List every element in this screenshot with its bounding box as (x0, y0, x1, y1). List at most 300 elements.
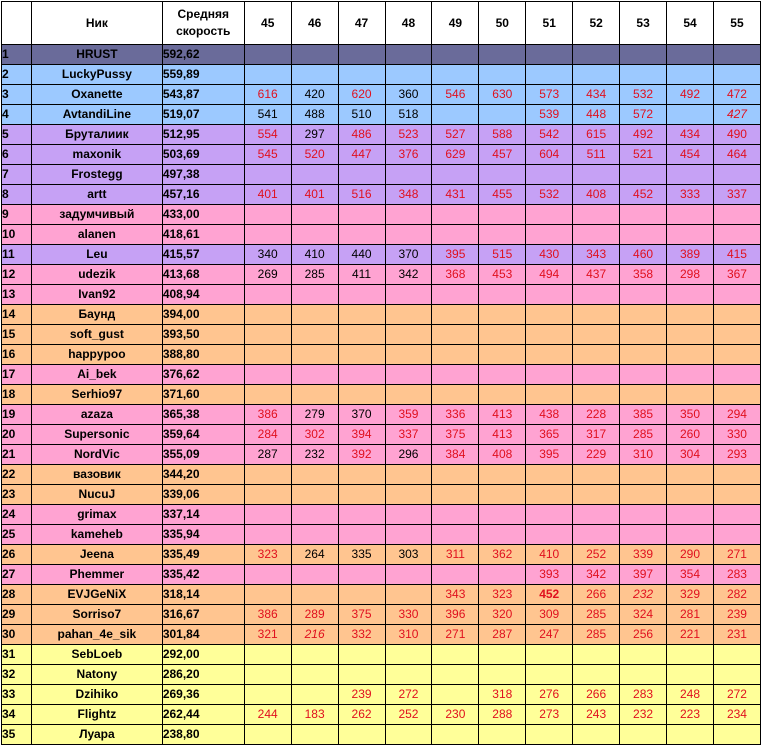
race-value (244, 685, 291, 705)
race-value: 384 (432, 445, 479, 465)
race-value (526, 365, 573, 385)
race-value (526, 505, 573, 525)
average-speed: 388,80 (162, 345, 244, 365)
table-row (2, 105, 761, 125)
race-value (338, 485, 385, 505)
race-value: 362 (479, 545, 526, 565)
row-number: 7 (2, 165, 32, 185)
race-value (573, 725, 620, 745)
row-number: 30 (2, 625, 32, 645)
race-value: 323 (244, 545, 291, 565)
race-value: 492 (620, 125, 667, 145)
race-value: 447 (338, 145, 385, 165)
row-number: 8 (2, 185, 32, 205)
table-row (2, 245, 761, 265)
race-value: 311 (432, 545, 479, 565)
row-number: 18 (2, 385, 32, 405)
race-value (432, 485, 479, 505)
race-value (526, 525, 573, 545)
race-value: 358 (620, 265, 667, 285)
average-speed: 393,50 (162, 325, 244, 345)
race-value (620, 325, 667, 345)
race-value (573, 465, 620, 485)
race-value (385, 505, 432, 525)
race-value: 342 (573, 565, 620, 585)
race-value: 370 (338, 405, 385, 425)
race-value (432, 45, 479, 65)
table-row (2, 725, 761, 745)
race-value: 438 (526, 405, 573, 425)
player-nick: Ai_bek (31, 365, 162, 385)
race-value: 604 (526, 145, 573, 165)
race-value (479, 105, 526, 125)
race-value: 339 (620, 545, 667, 565)
race-value (338, 385, 385, 405)
race-value (432, 65, 479, 85)
race-value (526, 65, 573, 85)
race-value: 542 (526, 125, 573, 145)
race-value: 266 (573, 685, 620, 705)
race-value: 343 (432, 585, 479, 605)
header-race-47: 47 (338, 2, 385, 45)
race-value (479, 505, 526, 525)
player-nick: grimax (31, 505, 162, 525)
row-number: 12 (2, 265, 32, 285)
race-value: 389 (667, 245, 714, 265)
race-value: 287 (479, 625, 526, 645)
race-value: 252 (385, 705, 432, 725)
race-value (338, 205, 385, 225)
race-value (667, 465, 714, 485)
race-value (244, 45, 291, 65)
race-value: 486 (338, 125, 385, 145)
race-value (713, 225, 760, 245)
header-race-52: 52 (573, 2, 620, 45)
race-value: 520 (291, 145, 338, 165)
race-value (244, 645, 291, 665)
race-value: 271 (713, 545, 760, 565)
race-value (573, 645, 620, 665)
average-speed: 408,94 (162, 285, 244, 305)
table-row (2, 85, 761, 105)
race-value (667, 225, 714, 245)
race-value: 260 (667, 425, 714, 445)
race-value (713, 465, 760, 485)
race-value: 488 (291, 105, 338, 125)
race-value: 284 (244, 425, 291, 445)
race-value: 386 (244, 605, 291, 625)
average-speed: 335,42 (162, 565, 244, 585)
race-value (432, 685, 479, 705)
race-value (385, 305, 432, 325)
race-value (573, 525, 620, 545)
race-value (432, 565, 479, 585)
player-nick: задумчивый (31, 205, 162, 225)
race-value (713, 345, 760, 365)
race-value (291, 365, 338, 385)
race-value (244, 585, 291, 605)
average-speed: 457,16 (162, 185, 244, 205)
race-value (385, 225, 432, 245)
race-value: 401 (244, 185, 291, 205)
race-value: 367 (713, 265, 760, 285)
race-value (620, 385, 667, 405)
row-number: 14 (2, 305, 32, 325)
table-row (2, 605, 761, 625)
row-number: 9 (2, 205, 32, 225)
race-value: 269 (244, 265, 291, 285)
player-nick: Serhio97 (31, 385, 162, 405)
race-value: 515 (479, 245, 526, 265)
race-value: 239 (338, 685, 385, 705)
table-row (2, 205, 761, 225)
race-value (667, 345, 714, 365)
race-value: 252 (573, 545, 620, 565)
player-nick: kameheb (31, 525, 162, 545)
race-value: 457 (479, 145, 526, 165)
race-value (432, 225, 479, 245)
race-value (526, 285, 573, 305)
row-number: 25 (2, 525, 32, 545)
race-value (244, 385, 291, 405)
race-value (667, 65, 714, 85)
race-value (620, 365, 667, 385)
race-value (620, 205, 667, 225)
race-value: 455 (479, 185, 526, 205)
player-nick: HRUST (31, 45, 162, 65)
race-value (479, 205, 526, 225)
race-value: 303 (385, 545, 432, 565)
race-value: 431 (432, 185, 479, 205)
race-value: 516 (338, 185, 385, 205)
race-value (713, 285, 760, 305)
race-value (526, 325, 573, 345)
race-value (479, 385, 526, 405)
race-value: 221 (667, 625, 714, 645)
race-value (526, 645, 573, 665)
race-value (667, 45, 714, 65)
header-race-48: 48 (385, 2, 432, 45)
race-value: 440 (338, 245, 385, 265)
race-value (338, 645, 385, 665)
race-value: 615 (573, 125, 620, 145)
header-speed-line1: Средняя (177, 7, 230, 21)
race-value (479, 365, 526, 385)
race-value: 434 (667, 125, 714, 145)
race-value (620, 505, 667, 525)
row-number: 5 (2, 125, 32, 145)
race-value: 620 (338, 85, 385, 105)
race-value (385, 565, 432, 585)
race-value (432, 165, 479, 185)
race-value (573, 165, 620, 185)
header-race-45: 45 (244, 2, 291, 45)
average-speed: 292,00 (162, 645, 244, 665)
race-value: 408 (573, 185, 620, 205)
player-nick: Jeena (31, 545, 162, 565)
race-value: 244 (244, 705, 291, 725)
row-number: 21 (2, 445, 32, 465)
race-value (338, 45, 385, 65)
race-value (479, 525, 526, 545)
race-value: 375 (432, 425, 479, 445)
race-value (667, 285, 714, 305)
race-value (338, 465, 385, 485)
race-value (385, 485, 432, 505)
race-value (432, 365, 479, 385)
row-number: 15 (2, 325, 32, 345)
race-value: 276 (526, 685, 573, 705)
race-value: 434 (573, 85, 620, 105)
table-row (2, 685, 761, 705)
player-nick: udezik (31, 265, 162, 285)
row-number: 27 (2, 565, 32, 585)
race-value: 287 (244, 445, 291, 465)
race-value (526, 345, 573, 365)
player-nick: Oxanette (31, 85, 162, 105)
race-value: 256 (620, 625, 667, 645)
table-row (2, 525, 761, 545)
race-value: 386 (244, 405, 291, 425)
race-value (385, 465, 432, 485)
header-speed-line2: скорость (176, 24, 231, 38)
race-value: 360 (385, 85, 432, 105)
race-value: 523 (385, 125, 432, 145)
race-value: 317 (573, 425, 620, 445)
average-speed: 238,80 (162, 725, 244, 745)
race-value (667, 645, 714, 665)
race-value: 350 (667, 405, 714, 425)
table-body (2, 45, 761, 745)
race-value (291, 665, 338, 685)
race-value: 454 (667, 145, 714, 165)
race-value: 527 (432, 125, 479, 145)
race-value (338, 285, 385, 305)
race-value: 630 (479, 85, 526, 105)
player-nick: Ivan92 (31, 285, 162, 305)
race-value (620, 485, 667, 505)
race-value (573, 285, 620, 305)
race-value: 232 (291, 445, 338, 465)
race-value (667, 105, 714, 125)
race-value (479, 45, 526, 65)
race-value (338, 365, 385, 385)
race-value (526, 385, 573, 405)
average-speed: 376,62 (162, 365, 244, 385)
race-value: 546 (432, 85, 479, 105)
average-speed: 365,38 (162, 405, 244, 425)
race-value (573, 225, 620, 245)
race-value (713, 325, 760, 345)
race-value (713, 665, 760, 685)
race-value (385, 585, 432, 605)
race-value (713, 505, 760, 525)
row-number: 19 (2, 405, 32, 425)
race-value: 321 (244, 625, 291, 645)
race-value (432, 305, 479, 325)
header-race-53: 53 (620, 2, 667, 45)
race-value (573, 485, 620, 505)
row-number: 4 (2, 105, 32, 125)
race-value (667, 165, 714, 185)
race-value (291, 465, 338, 485)
player-nick: вазовик (31, 465, 162, 485)
race-value (713, 525, 760, 545)
race-value: 539 (526, 105, 573, 125)
race-value: 472 (713, 85, 760, 105)
average-speed: 497,38 (162, 165, 244, 185)
row-number: 29 (2, 605, 32, 625)
race-value: 310 (620, 445, 667, 465)
player-nick: Бруталиик (31, 125, 162, 145)
race-value (244, 65, 291, 85)
race-value (244, 165, 291, 185)
table-row (2, 625, 761, 645)
row-number: 26 (2, 545, 32, 565)
race-value (244, 325, 291, 345)
race-value: 232 (620, 705, 667, 725)
race-value (244, 225, 291, 245)
header-race-55: 55 (713, 2, 760, 45)
race-value (432, 525, 479, 545)
race-value: 279 (291, 405, 338, 425)
race-value (291, 65, 338, 85)
race-value (479, 325, 526, 345)
race-value: 272 (713, 685, 760, 705)
race-value (620, 345, 667, 365)
race-value: 296 (385, 445, 432, 465)
race-value: 545 (244, 145, 291, 165)
race-value (713, 385, 760, 405)
race-value: 411 (338, 265, 385, 285)
header-race-50: 50 (479, 2, 526, 45)
player-nick: Луара (31, 725, 162, 745)
race-value (291, 525, 338, 545)
race-value (573, 205, 620, 225)
player-nick: Leu (31, 245, 162, 265)
race-value (432, 465, 479, 485)
race-value (291, 205, 338, 225)
table-row (2, 465, 761, 485)
race-value (291, 685, 338, 705)
race-value (526, 45, 573, 65)
race-value (479, 465, 526, 485)
race-value (385, 725, 432, 745)
race-value (291, 725, 338, 745)
player-nick: Баунд (31, 305, 162, 325)
race-value (244, 665, 291, 685)
player-nick: NordVic (31, 445, 162, 465)
race-value: 464 (713, 145, 760, 165)
player-nick: alanen (31, 225, 162, 245)
race-value: 452 (526, 585, 573, 605)
table-row (2, 125, 761, 145)
race-value (573, 45, 620, 65)
race-value: 393 (526, 565, 573, 585)
race-value (573, 385, 620, 405)
race-value (244, 485, 291, 505)
race-value (526, 725, 573, 745)
race-value (291, 345, 338, 365)
table-row (2, 405, 761, 425)
race-value: 231 (713, 625, 760, 645)
race-value (338, 345, 385, 365)
race-value (620, 225, 667, 245)
race-value: 413 (479, 405, 526, 425)
race-value: 397 (620, 565, 667, 585)
race-value: 370 (385, 245, 432, 265)
table-row (2, 705, 761, 725)
average-speed: 339,06 (162, 485, 244, 505)
race-value: 264 (291, 545, 338, 565)
race-value (432, 205, 479, 225)
player-nick: pahan_4e_sik (31, 625, 162, 645)
race-value (432, 345, 479, 365)
table-row (2, 345, 761, 365)
race-value (385, 45, 432, 65)
race-value (667, 365, 714, 385)
table-row (2, 145, 761, 165)
race-value (479, 165, 526, 185)
race-value: 511 (573, 145, 620, 165)
race-value: 521 (620, 145, 667, 165)
row-number: 17 (2, 365, 32, 385)
table-row (2, 445, 761, 465)
race-value: 243 (573, 705, 620, 725)
race-value (338, 565, 385, 585)
average-speed: 344,20 (162, 465, 244, 485)
row-number: 23 (2, 485, 32, 505)
race-value: 408 (479, 445, 526, 465)
race-value (432, 285, 479, 305)
race-value (479, 65, 526, 85)
race-value: 437 (573, 265, 620, 285)
table-row (2, 665, 761, 685)
player-nick: EVJGeNiX (31, 585, 162, 605)
header-num (2, 2, 32, 45)
race-value (620, 285, 667, 305)
player-nick: Supersonic (31, 425, 162, 445)
race-value (244, 525, 291, 545)
race-value (291, 285, 338, 305)
race-value: 410 (526, 545, 573, 565)
average-speed: 394,00 (162, 305, 244, 325)
race-value: 420 (291, 85, 338, 105)
race-value: 330 (385, 605, 432, 625)
race-value (620, 645, 667, 665)
race-value (338, 525, 385, 545)
player-nick: azaza (31, 405, 162, 425)
row-number: 13 (2, 285, 32, 305)
race-value: 492 (667, 85, 714, 105)
race-value (338, 305, 385, 325)
race-value: 410 (291, 245, 338, 265)
header-race-49: 49 (432, 2, 479, 45)
table-row (2, 305, 761, 325)
race-value (338, 585, 385, 605)
race-value: 532 (620, 85, 667, 105)
race-value: 266 (573, 585, 620, 605)
row-number: 31 (2, 645, 32, 665)
average-speed: 543,87 (162, 85, 244, 105)
race-value (385, 325, 432, 345)
race-value (385, 65, 432, 85)
race-value (620, 525, 667, 545)
race-value (713, 725, 760, 745)
race-value: 573 (526, 85, 573, 105)
player-nick: Frostegg (31, 165, 162, 185)
race-value: 216 (291, 625, 338, 645)
